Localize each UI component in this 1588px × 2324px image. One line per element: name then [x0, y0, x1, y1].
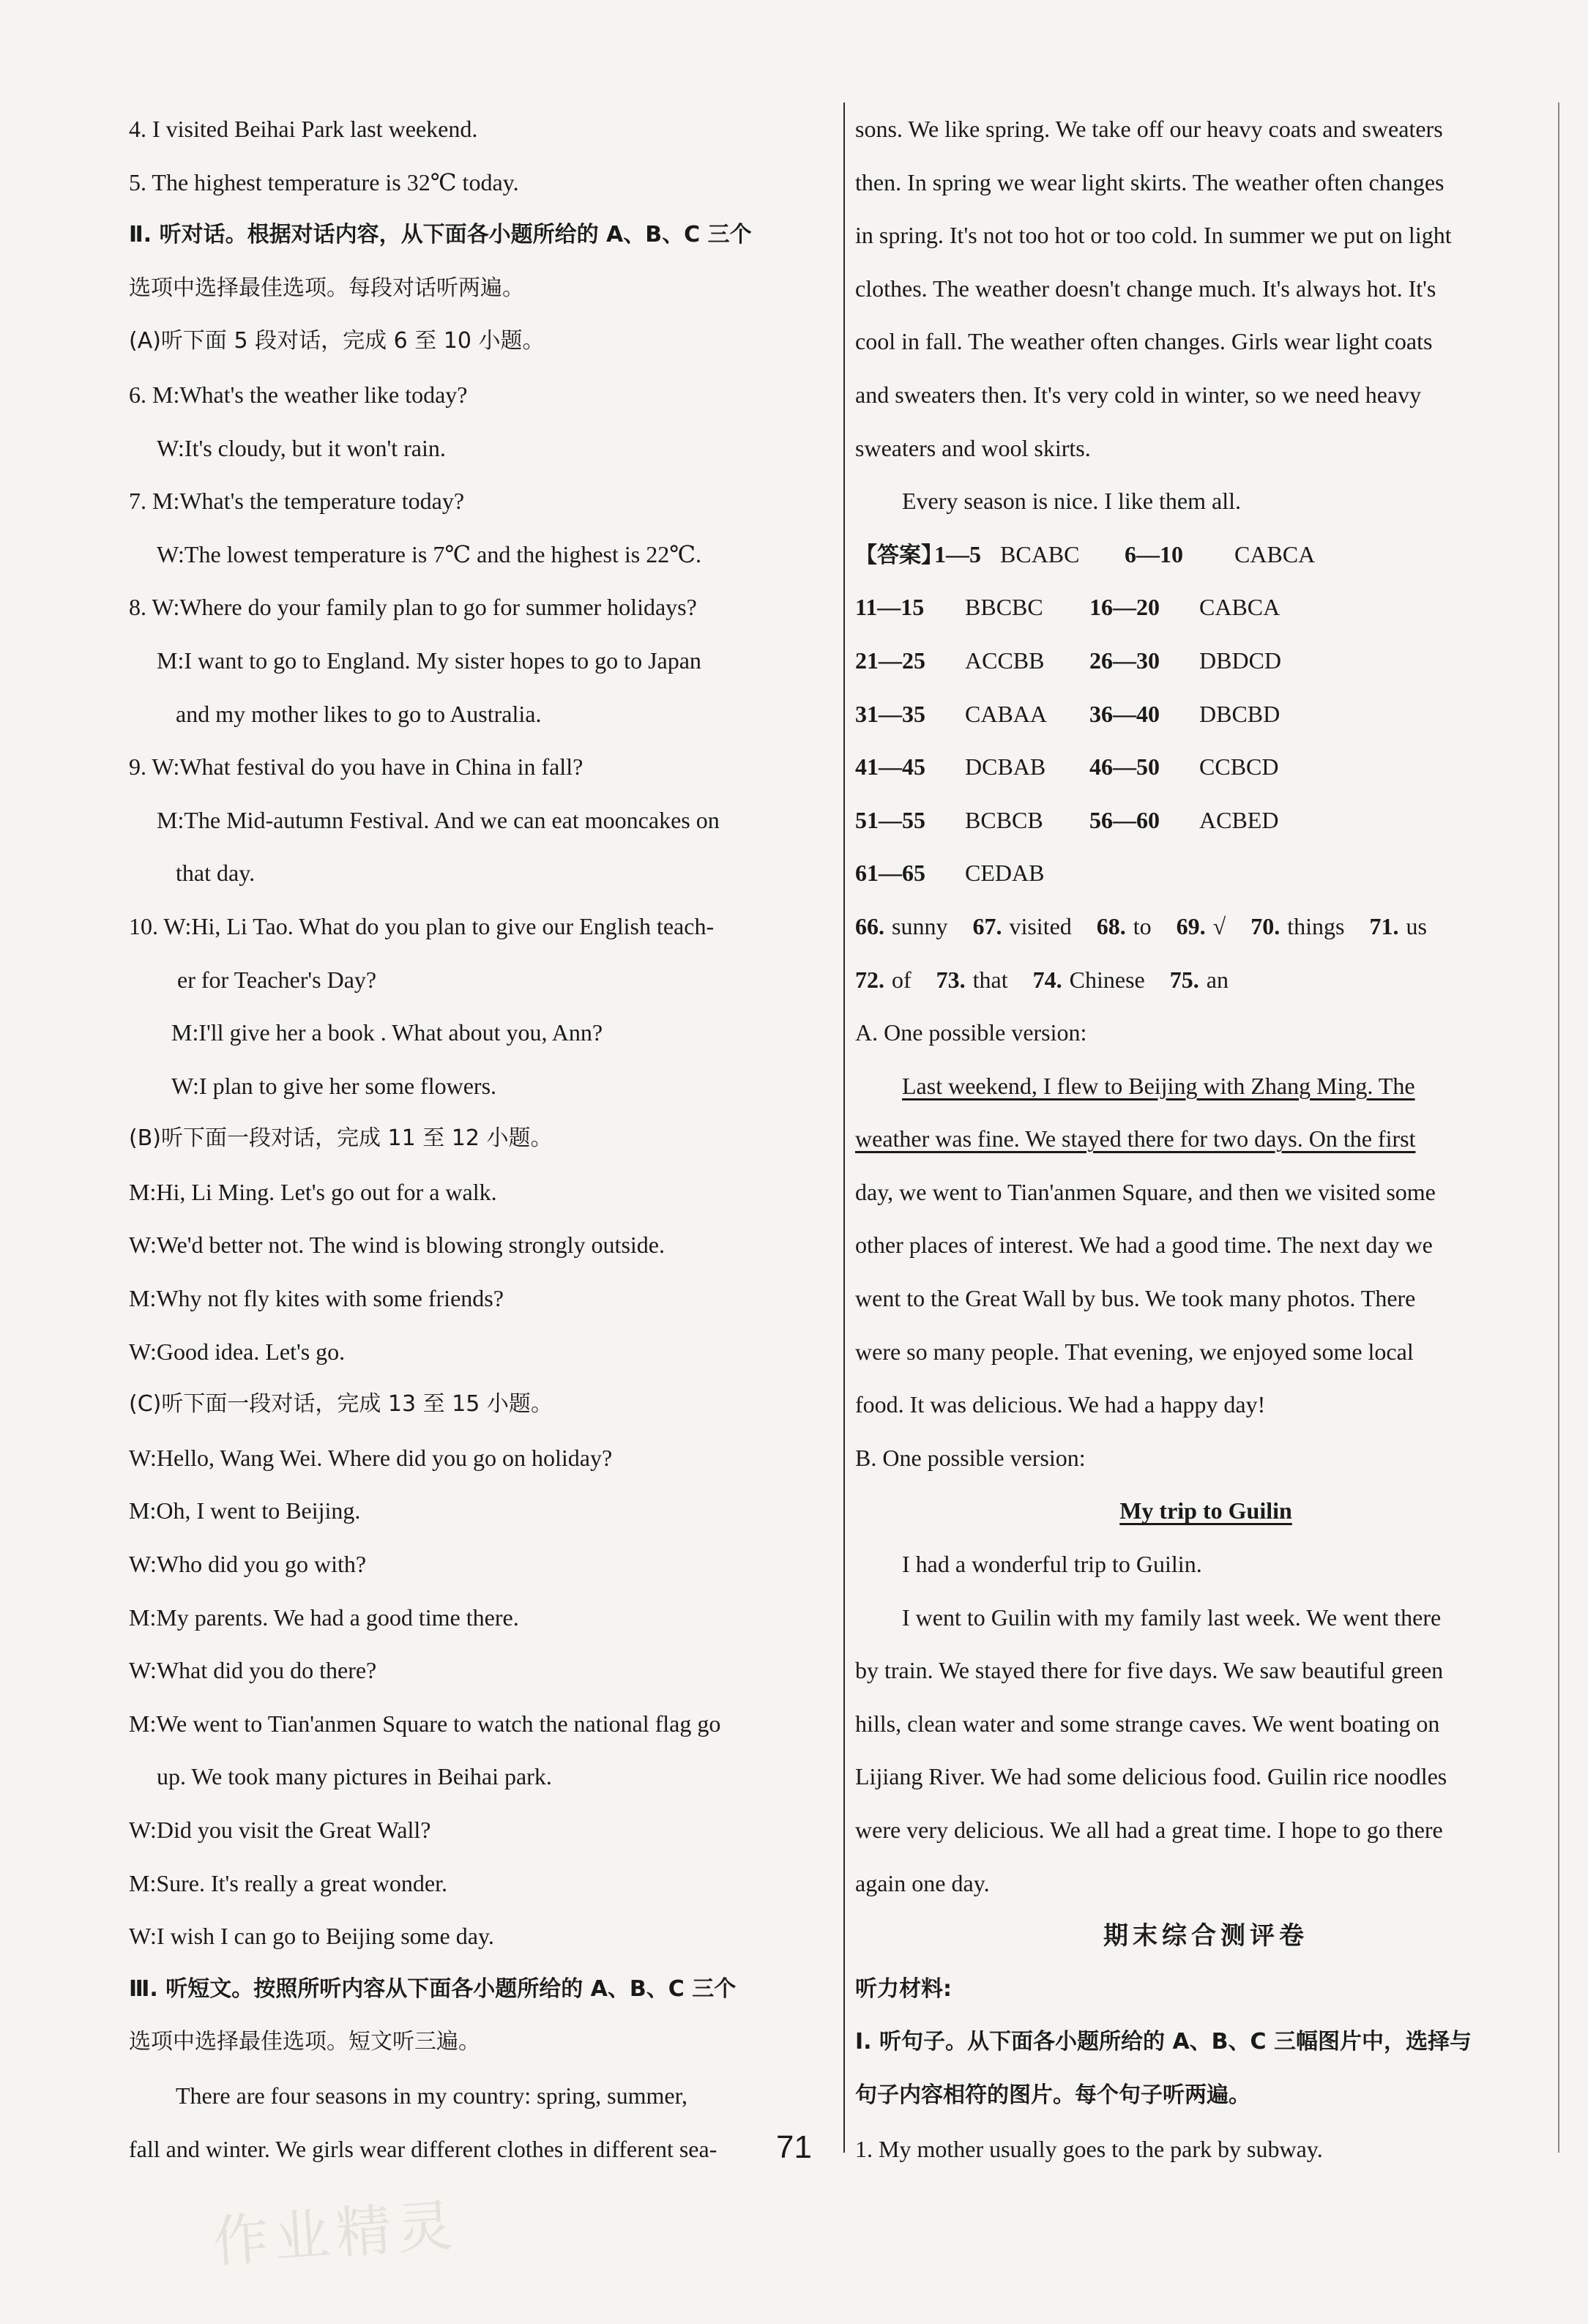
fill-answer-number: 67. [972, 912, 1002, 939]
left-column-line: up. We took many pictures in Beihai park. [157, 1763, 552, 1790]
answer-label: 【答案】 [855, 542, 943, 568]
answer-row [855, 581, 1557, 634]
answer-value: CABCA [1199, 594, 1281, 621]
passage-line: in spring. It's not too hot or too cold. In summer we put on light [855, 222, 1452, 249]
left-column-line: (A)听下面 5 段对话，完成 6 至 10 小题。 [129, 328, 545, 354]
left-column-line: that day. [176, 860, 256, 887]
final-test-title: 期末综合测评卷 [1103, 1921, 1308, 1951]
left-column-line: M:Hi, Li Ming. Let's go out for a walk. [129, 1178, 497, 1205]
left-column-line: 6. M:What's the weather like today? [129, 381, 468, 408]
left-column-line: W:The lowest temperature is 7℃ and the highest is 22℃. [157, 540, 702, 567]
left-column-line: M:I want to go to England. My sister hopes to go to Japan [157, 647, 701, 674]
left-column-line: W:Hello, Wang Wei. Where did you go on holiday? [129, 1444, 613, 1471]
left-column-line: M:Oh, I went to Beijing. [129, 1497, 361, 1524]
left-column-line: W:I wish I can go to Beijing some day. [129, 1923, 494, 1950]
answer-row [855, 846, 1557, 900]
answer-range: 1—5 [934, 540, 981, 567]
left-column-line: 9. W:What festival do you have in China in fall? [129, 753, 584, 781]
section-1-instruction-line-2: 句子内容相符的图片。每个句子听两遍。 [855, 2082, 1250, 2108]
fill-answer-number: 71. [1369, 912, 1399, 939]
fill-answer-number: 73. [936, 966, 966, 993]
listening-material-label: 听力材料: [855, 1975, 952, 2002]
left-column-line: er for Teacher's Day? [177, 966, 377, 993]
fill-answer-row [855, 953, 1557, 1007]
version-a-line: food. It was delicious. We had a happy day! [855, 1391, 1266, 1418]
answer-value: BBCBC [965, 594, 1043, 621]
answer-row [855, 528, 1557, 581]
answer-range: 6—10 [1125, 540, 1183, 567]
fill-answer-value: us [1406, 912, 1427, 939]
answer-value: ACBED [1199, 806, 1279, 833]
fill-answer-number: 68. [1096, 912, 1126, 939]
answer-range: 61—65 [855, 860, 925, 887]
left-column-line: (B)听下面一段对话，完成 11 至 12 小题。 [129, 1125, 553, 1152]
answer-value: BCABC [1000, 540, 1080, 567]
passage-line: then. In spring we wear light skirts. The weather often changes [855, 168, 1445, 195]
version-b-line: by train. We stayed there for five days. We saw beautiful green [855, 1657, 1444, 1684]
answer-range: 36—40 [1089, 700, 1160, 727]
passage-line: sons. We like spring. We take off our heavy coats and sweaters [855, 116, 1443, 142]
left-column [129, 103, 832, 2175]
left-column-line: and my mother likes to go to Australia. [176, 700, 542, 727]
left-column-line: (C)听下面一段对话，完成 13 至 15 小题。 [129, 1391, 553, 1418]
version-a-line: day, we went to Tian'anmen Square, and then we visited some [855, 1178, 1436, 1205]
answer-value: BCBCB [965, 806, 1043, 833]
left-column-line: M:The Mid-autumn Festival. And we can eat mooncakes on [157, 806, 720, 833]
left-column-line: M:I'll give her a book . What about you, Ann? [171, 1019, 603, 1046]
answer-row [855, 688, 1557, 741]
left-column-line: Ⅱ. 听对话。根据对话内容，从下面各小题所给的 A、B、C 三个 [129, 222, 752, 248]
left-column-line: 4. I visited Beihai Park last weekend. [129, 116, 478, 142]
version-a-line: weather was fine. We stayed there for two days. On the first [855, 1125, 1416, 1152]
answer-range: 11—15 [855, 594, 925, 621]
left-column-line: fall and winter. We girls wear different clothes in different sea- [129, 2135, 717, 2162]
answer-range: 16—20 [1089, 594, 1160, 621]
answer-value: ACCBB [965, 647, 1045, 674]
fill-answer-value: an [1206, 966, 1229, 993]
writing-version-a [855, 1006, 1557, 1431]
writing-version-b [855, 1431, 1557, 1910]
answer-range: 26—30 [1089, 647, 1160, 674]
version-a-line: were so many people. That evening, we enjoyed some local [855, 1338, 1414, 1365]
left-column-line: 10. W:Hi, Li Tao. What do you plan to give our English teach- [129, 912, 715, 939]
version-b-label: B. One possible version: [855, 1444, 1086, 1471]
left-column-line: There are four seasons in my country: spring, summer, [176, 2082, 687, 2109]
left-column-line: 7. M:What's the temperature today? [129, 488, 465, 515]
answer-row [855, 794, 1557, 847]
version-a-line: other places of interest. We had a good time. The next day we [855, 1232, 1433, 1259]
left-column-line: M:Sure. It's really a great wonder. [129, 1869, 447, 1896]
version-b-line: Lijiang River. We had some delicious food. Guilin rice noodles [855, 1763, 1447, 1790]
answer-value: DCBAB [965, 753, 1046, 781]
fill-answer-number: 70. [1250, 912, 1281, 939]
question-1: 1. My mother usually goes to the park by subway. [855, 2135, 1323, 2162]
listening-passage-continued [855, 103, 1557, 528]
answer-value: CCBCD [1199, 753, 1279, 781]
version-a-label: A. One possible version: [855, 1019, 1087, 1046]
left-column-line: M:Why not fly kites with some friends? [129, 1285, 504, 1312]
page-number: 71 [776, 2129, 812, 2165]
answer-range: 41—45 [855, 753, 925, 781]
fill-answer-value: Chinese [1069, 966, 1145, 993]
fill-answer-number: 72. [855, 966, 884, 993]
left-column-line: 选项中选择最佳选项。短文听三遍。 [129, 2029, 480, 2055]
passage-line: sweaters and wool skirts. [855, 434, 1091, 461]
version-b-line: I had a wonderful trip to Guilin. [902, 1551, 1202, 1578]
version-b-line: hills, clean water and some strange caves. We went boating on [855, 1710, 1440, 1737]
answer-range: 21—25 [855, 647, 925, 674]
left-column-line: 8. W:Where do your family plan to go for summer holidays? [129, 594, 697, 621]
fill-answer-value: of [892, 966, 912, 993]
version-b-line: I went to Guilin with my family last week. We went there [902, 1604, 1442, 1631]
answer-range: 31—35 [855, 700, 925, 727]
left-column-line: M:We went to Tian'anmen Square to watch the national flag go [129, 1710, 721, 1737]
column-divider [843, 103, 845, 2153]
fill-answer-value: √ [1212, 912, 1226, 939]
left-column-line: 选项中选择最佳选项。每段对话听两遍。 [129, 275, 524, 301]
fill-answer-number: 66. [855, 912, 884, 939]
answer-value: CEDAB [965, 860, 1045, 887]
left-column-line: W:We'd better not. The wind is blowing strongly outside. [129, 1232, 665, 1259]
right-margin-rule [1558, 103, 1559, 2153]
left-column-line: 5. The highest temperature is 32℃ today. [129, 168, 519, 195]
left-column-line: W:Good idea. Let's go. [129, 1338, 346, 1365]
watermark-logo: 作业精灵 [210, 2192, 461, 2275]
right-column [855, 103, 1557, 2175]
fill-answer-row [855, 900, 1557, 953]
left-column-line: W:I plan to give her some flowers. [171, 1072, 497, 1099]
fill-answer-value: that [972, 966, 1008, 993]
fill-answer-number: 74. [1032, 966, 1062, 993]
left-column-line: Ⅲ. 听短文。按照所听内容从下面各小题所给的 A、B、C 三个 [129, 1975, 737, 2002]
passage-line: cool in fall. The weather often changes. Girls wear light coats [855, 328, 1433, 355]
left-column-line: W:It's cloudy, but it won't rain. [157, 434, 446, 461]
left-column-line: W:Who did you go with? [129, 1551, 367, 1578]
answer-value: DBDCD [1199, 647, 1282, 674]
passage-line: Every season is nice. I like them all. [902, 488, 1241, 515]
fill-answer-number: 69. [1176, 912, 1206, 939]
fill-answer-number: 75. [1169, 966, 1199, 993]
fill-answer-value: visited [1009, 912, 1072, 939]
answer-range: 46—50 [1089, 753, 1160, 781]
answer-range: 56—60 [1089, 806, 1160, 833]
left-column-line: W:What did you do there? [129, 1657, 377, 1684]
answer-row [855, 740, 1557, 794]
version-b-line: were very delicious. We all had a great time. I hope to go there [855, 1817, 1443, 1843]
version-b-line: again one day. [855, 1869, 990, 1896]
passage-line: and sweaters then. It's very cold in winter, so we need heavy [855, 381, 1422, 408]
left-column-line: W:Did you visit the Great Wall? [129, 1817, 431, 1843]
version-b-title: My trip to Guilin [1119, 1497, 1292, 1524]
fill-answer-value: to [1133, 912, 1152, 939]
passage-line: clothes. The weather doesn't change much. It's always hot. It's [855, 275, 1436, 302]
fill-answer-value: sunny [892, 912, 948, 939]
answer-value: CABCA [1234, 540, 1316, 567]
fill-answer-value: things [1287, 912, 1345, 939]
version-a-line: went to the Great Wall by bus. We took many photos. There [855, 1285, 1416, 1312]
answer-value: CABAA [965, 700, 1048, 727]
answer-key [855, 528, 1557, 1006]
left-column-line: M:My parents. We had a good time there. [129, 1604, 519, 1631]
answer-row [855, 634, 1557, 688]
section-1-instruction-line-1: Ⅰ. 听句子。从下面各小题所给的 A、B、C 三幅图片中，选择与 [855, 2029, 1472, 2055]
version-a-line: Last weekend, I flew to Beijing with Zhang Ming. The [902, 1072, 1415, 1099]
answer-range: 51—55 [855, 806, 925, 833]
answer-value: DBCBD [1199, 700, 1281, 727]
